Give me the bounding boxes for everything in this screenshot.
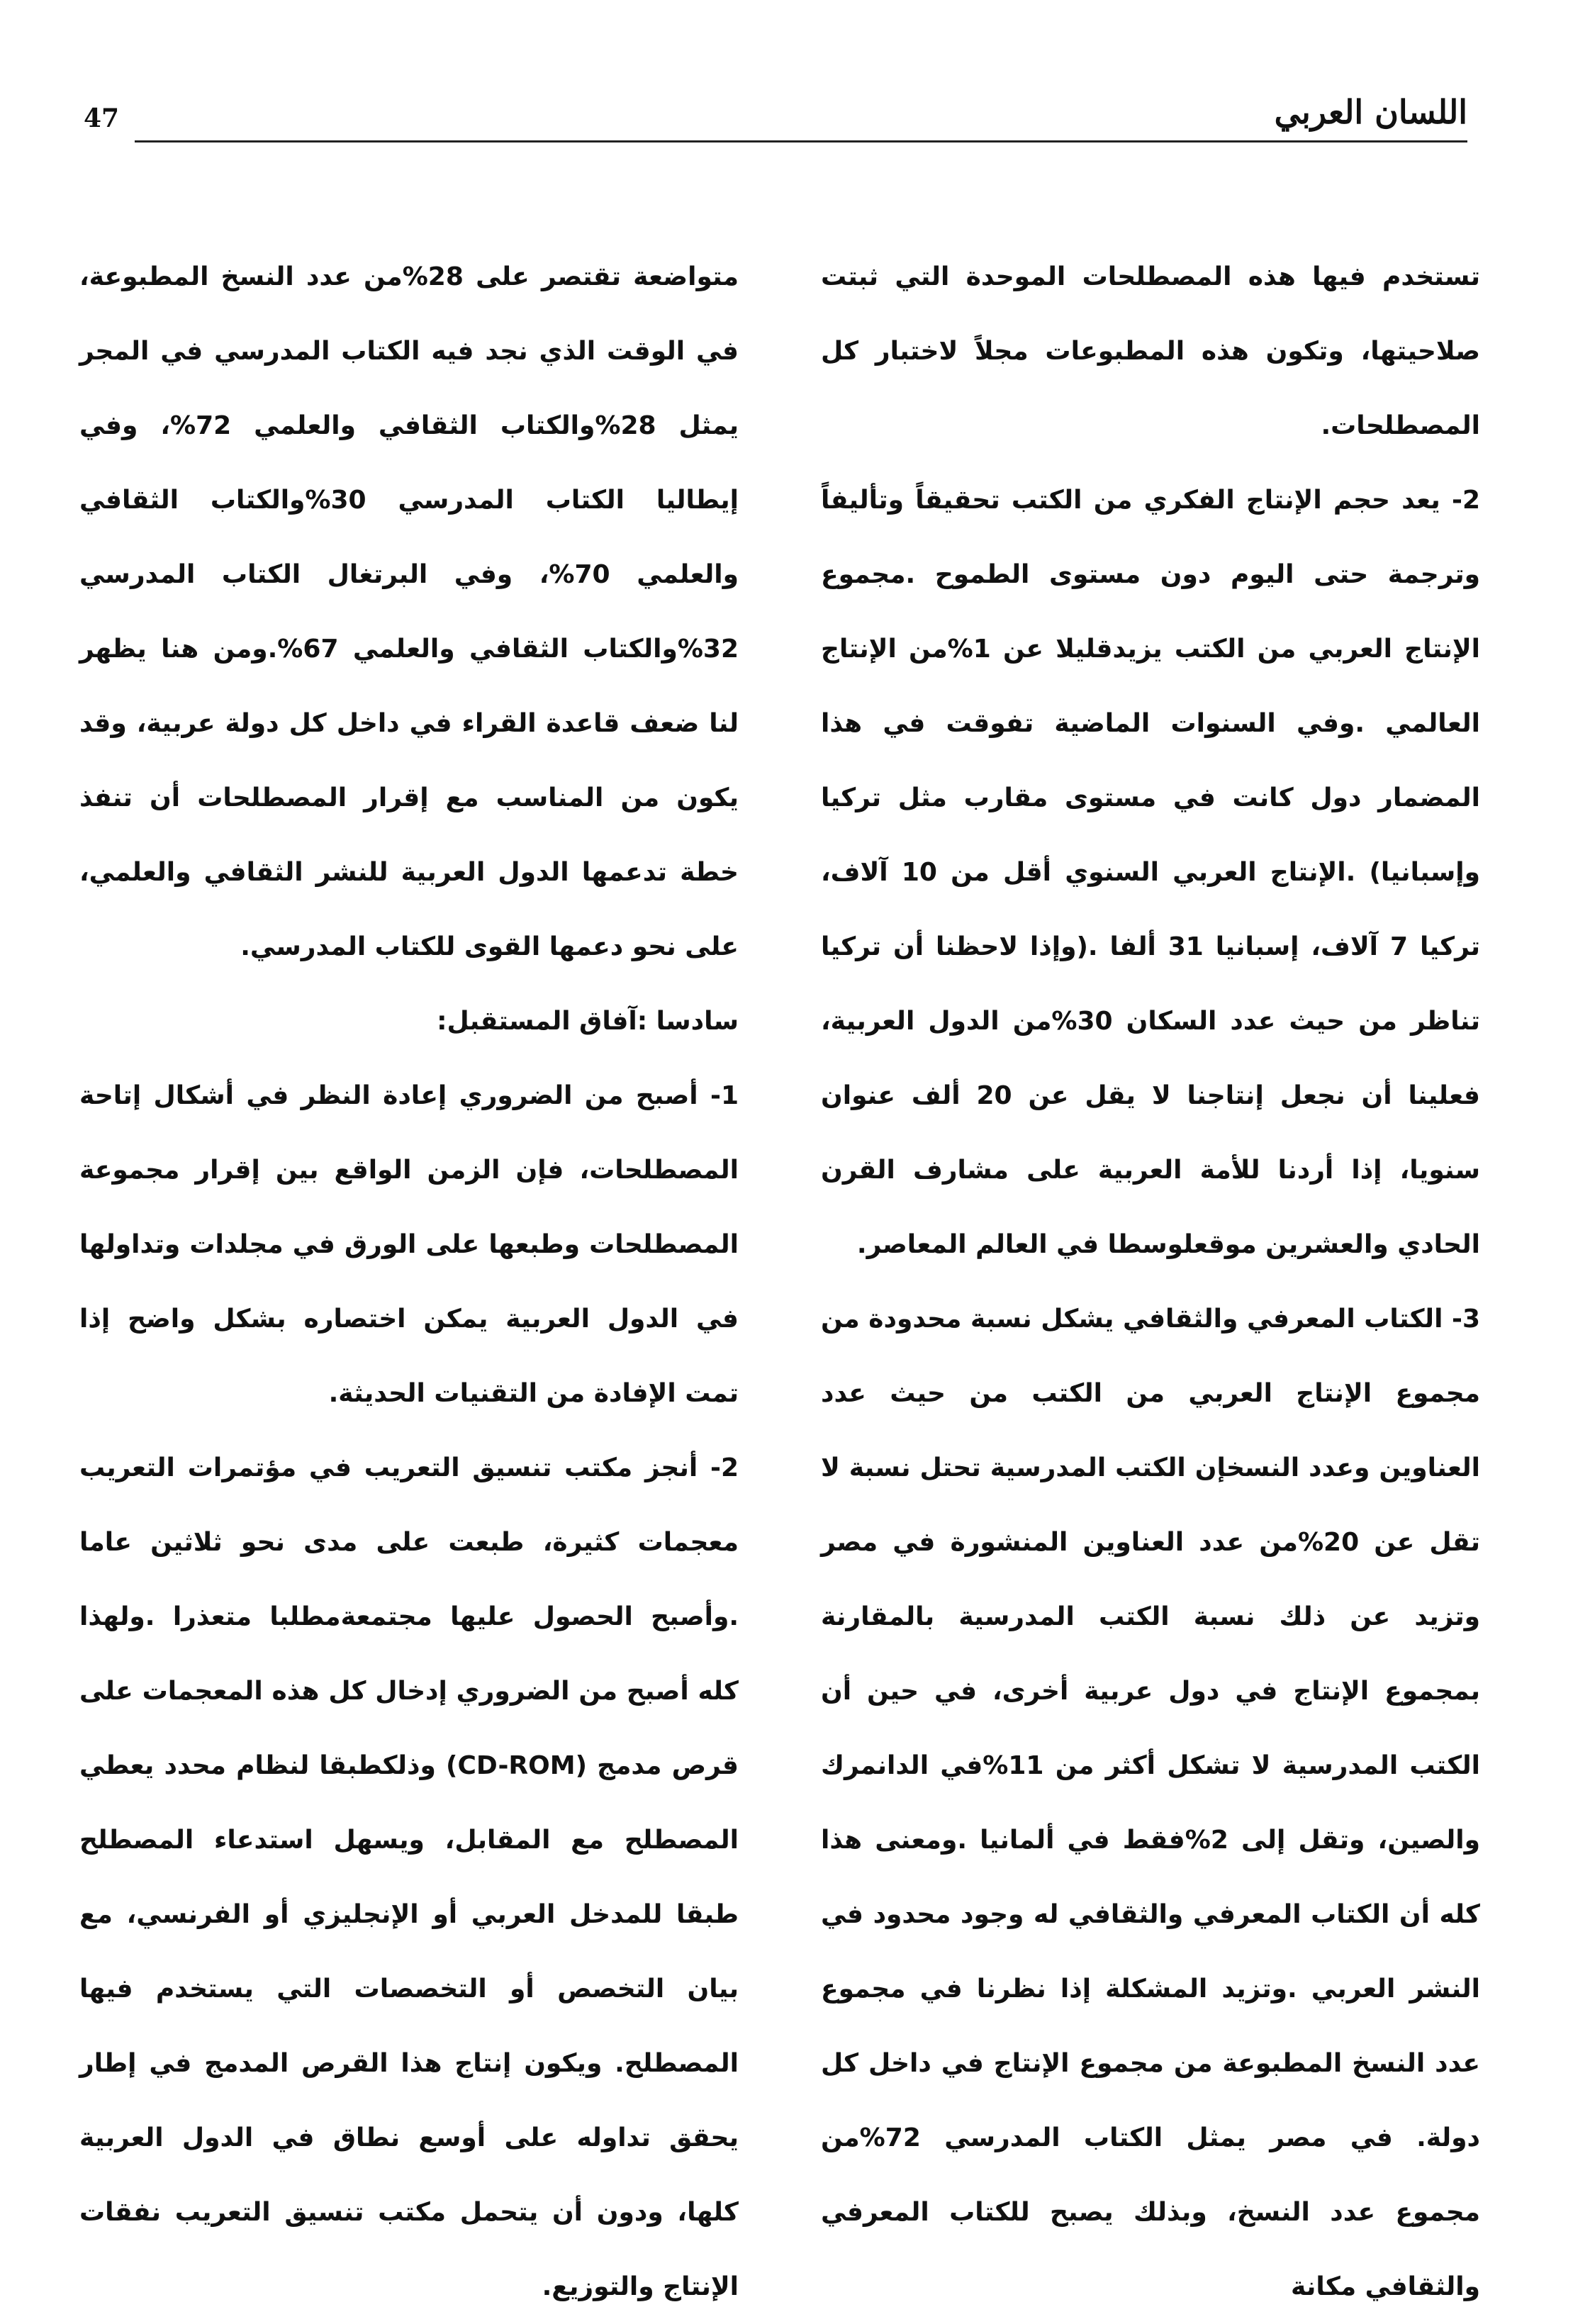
paragraph: متواضعة تقتصر على 28%من عدد النسخ المطبوعة، في الوقت الذي نجد فيه الكتاب المدرسي في المجر يمثل 28%والكتاب الثقافي والعلمي 72%، وفي إيطاليا الكتاب المدرسي 30%والكتاب الثقافي والعلمي 70%، وفي البرتغال الكتاب المدرسي 32%والكتاب الثقافي والعلمي 67%.ومن هنا يظهر لنا ضعف قاعدة القراء في داخل كل دولة عربية، وقد يكون من المناسب مع إقرار المصطلحات أن تنفذ خطة تدعمها الدول العربية للنشر الثقافي والعلمي، على نحو دعمها القوى للكتاب المدرسي. xyxy=(79,262,739,961)
right-column xyxy=(821,240,1480,2324)
page-number: 47 xyxy=(84,104,120,133)
paragraph: 2- يعد حجم الإنتاج الفكري من الكتب تحقيقاً وتأليفاً وترجمة حتى اليوم دون مستوى الطموح .مجموع الإنتاج العربي من الكتب يزيدقليلا عن 1%من الإنتاج العالمي .وفي السنوات الماضية تفوقت في هذا المضمار دول كانت في مستوى مقارب مثل تركيا وإسبانيا) .الإنتاج العربي السنوي أقل من 10 آلاف، تركيا 7 آلاف، إسبانيا 31 ألفا .(وإذا لاحظنا أن تركيا تناظر من حيث عدد السكان 30%من الدول العربية، فعلينا أن نجعل إنتاجنا لا يقل عن 20 ألف عنوان سنويا، إذا أردنا للأمة العربية على مشارف القرن الحادي والعشرين موقعلوسطا في العالم المعاصر. xyxy=(821,486,1480,1259)
header-divider xyxy=(135,140,1467,143)
paragraph: 2- أنجز مكتب تنسيق التعريب في مؤتمرات التعريب معجمات كثيرة، طبعت على مدى نحو ثلاثين عاما .وأصبح الحصول عليها مجتمعةمطلبا متعذرا .ولهذا كله أصبح من الضروري إدخال كل هذه المعجمات على قرص مدمج (CD-ROM) وذلكطبقا لنظام محدد يعطي المصطلح مع المقابل، ويسهل استدعاء المصطلح طبقا للمدخل العربي أو الإنجليزي أو الفرنسي، مع بيان التخصص أو التخصصات التي يستخدم فيها المصطلح. ويكون إنتاج هذا القرص المدمج في إطار يحقق تداوله على أوسع نطاق في الدول العربية كلها، ودون أن يتحمل مكتب تنسيق التعريب نفقات الإنتاج والتوزيع. xyxy=(79,1453,739,2301)
left-column xyxy=(79,240,739,2324)
paragraph: تستخدم فيها هذه المصطلحات الموحدة التي ثبتت صلاحيتها، وتكون هذه المطبوعات مجلاً لاختبار كل المصطلحات. xyxy=(821,262,1480,440)
journal-logo: اللسان العربي xyxy=(1274,93,1467,131)
paragraph: 3- الكتاب المعرفي والثقافي يشكل نسبة محدودة من مجموع الإنتاج العربي من الكتب من حيث عدد العناوين وعدد النسخإن الكتب المدرسية تحتل نسبة لا تقل عن 20%من عدد العناوين المنشورة في مصر وتزيد عن ذلك نسبة الكتب المدرسية بالمقارنة بمجموع الإنتاج في دول عربية أخرى، في حين أن الكتب المدرسية لا تشكل أكثر من 11%في الدانمرك والصين، وتقل إلى 2%فقط في ألمانيا .ومعنى هذا كله أن الكتاب المعرفي والثقافي له وجود محدود في النشر العربي .وتزيد المشكلة إذا نظرنا في مجموع عدد النسخ المطبوعة من مجموع الإنتاج في داخل كل دولة. في مصر يمثل الكتاب المدرسي 72%من مجموع عدد النسخ، وبذلك يصبح للكتاب المعرفي والثقافي مكانة xyxy=(821,1305,1481,2301)
section-heading: سادسا :آفاق المستقبل: xyxy=(437,1007,739,1036)
paragraph: 1- أصبح من الضروري إعادة النظر في أشكال إتاحة المصطلحات، فإن الزمن الواقع بين إقرار مجموعة المصطلحات وطبعها على الورق في مجلدات وتداولها في الدول العربية يمكن اختصاره بشكل واضح إذا تمت الإفادة من التقنيات الحديثة. xyxy=(79,1081,739,1408)
